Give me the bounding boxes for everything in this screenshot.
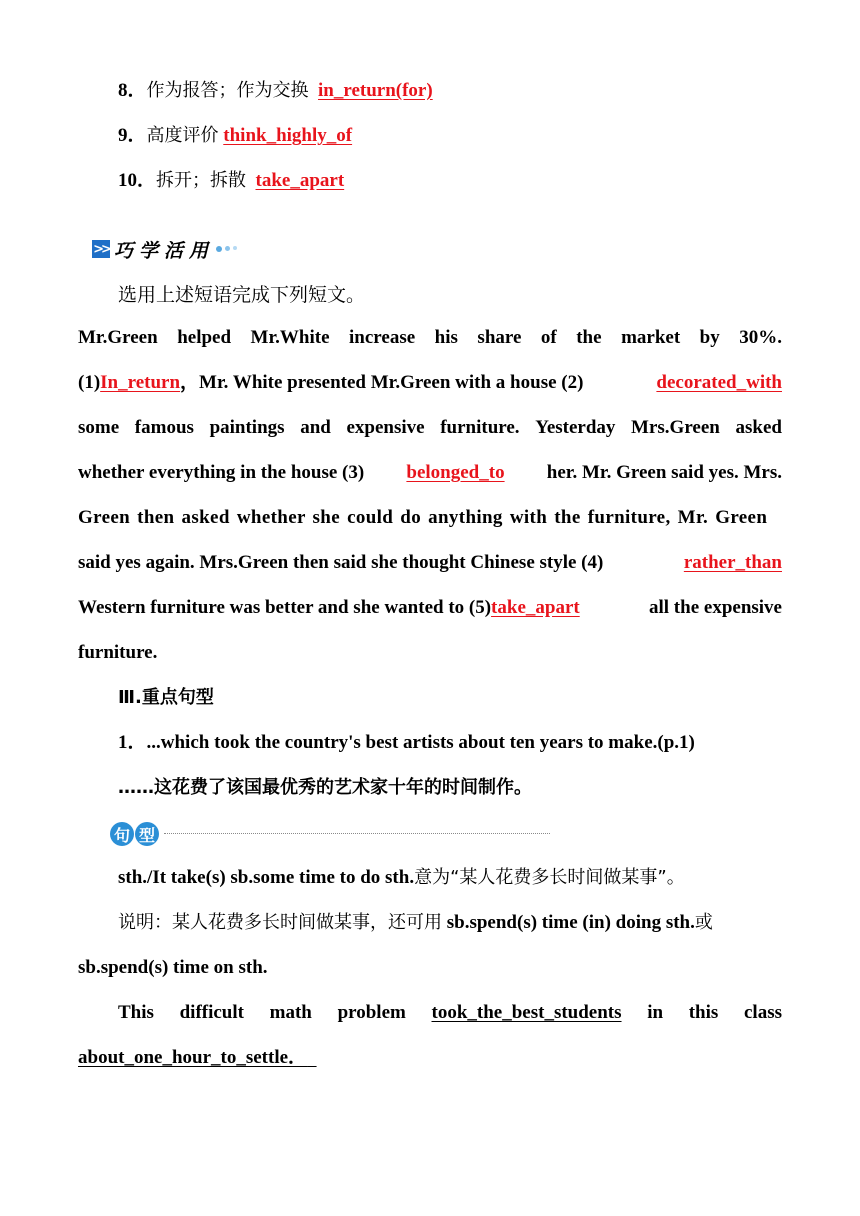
passage-word: some xyxy=(78,417,120,438)
passage-segment: Western furniture was better and she wanted to (5)take_apart xyxy=(78,597,580,618)
passage-line-4 xyxy=(78,461,782,485)
vocab-number: 8． xyxy=(118,80,147,101)
passage-segment: (1)In_return，Mr. White presented Mr.Green with a house (2) xyxy=(78,372,584,393)
answer-5: take_apart xyxy=(491,597,580,618)
vocab-answer: think_highly_of xyxy=(223,125,353,146)
passage-line-8: furniture. xyxy=(78,642,158,663)
passage-word: Mr.Green xyxy=(78,327,158,348)
passage-word: and xyxy=(300,417,331,438)
passage-segment: said yes again. Mrs.Green then said she thought Chinese style (4) xyxy=(78,552,604,573)
example-line-2 xyxy=(78,1046,317,1070)
dotted-divider xyxy=(164,833,550,834)
vocab-answer: take_apart xyxy=(255,170,345,191)
pattern-english: sth./It take(s) sb.some time to do sth. xyxy=(118,867,415,888)
passage-segment: all the expensive xyxy=(649,597,782,618)
badge-char: 句 xyxy=(110,822,134,846)
vocab-chinese: 作为报答；作为交换 xyxy=(146,80,309,101)
passage-line-2 xyxy=(78,371,782,395)
example-answer-1: took_the_best_students xyxy=(431,1002,622,1023)
passage-word: his xyxy=(434,327,458,348)
passage-word: the xyxy=(576,327,602,348)
key-sentence-1-translation: ……这花费了该国最优秀的艺术家十年的时间制作。 xyxy=(118,777,532,798)
note-chinese: 说明：某人花费多长时间做某事，还可用 xyxy=(118,912,442,933)
note-english: sb.spend(s) time (in) doing sth. xyxy=(442,912,695,933)
vocab-number: 9． xyxy=(118,125,147,146)
pattern-line xyxy=(118,866,685,890)
example-word: This xyxy=(118,1002,154,1023)
passage-word: market xyxy=(621,327,681,348)
section-title: 巧学活用 xyxy=(114,239,215,262)
passage-word: increase xyxy=(349,327,416,348)
key-sentence-1 xyxy=(118,731,695,755)
section-heading xyxy=(92,236,237,262)
passage-word: expensive xyxy=(346,417,425,438)
badge-char: 型 xyxy=(135,822,159,846)
note-line-1 xyxy=(118,911,713,935)
passage-word: helped xyxy=(177,327,232,348)
passage-word: 30%. xyxy=(739,327,782,348)
sentence-number: 1． xyxy=(118,732,147,753)
vocab-number: 10． xyxy=(118,170,157,191)
passage-word: Yesterday xyxy=(535,417,616,438)
passage-line-6 xyxy=(78,551,782,575)
vocab-chinese: 拆开；拆散 xyxy=(156,170,247,191)
section-3-title: Ⅲ.重点句型 xyxy=(118,687,214,708)
answer-3: belonged_to xyxy=(406,462,505,483)
sentence-pattern-badge xyxy=(110,822,160,846)
example-word: in xyxy=(647,1002,664,1023)
passage-segment: her. Mr. Green said yes. Mrs. xyxy=(546,462,782,483)
passage-segment: whether everything in the house (3) xyxy=(78,462,365,483)
answer-1: In_return xyxy=(100,372,181,393)
passage-word: famous xyxy=(134,417,194,438)
passage-word: by xyxy=(699,327,720,348)
vocab-item-9 xyxy=(118,124,352,148)
passage-word: furniture. xyxy=(440,417,520,438)
passage-line-3 xyxy=(78,416,782,440)
example-word: this xyxy=(688,1002,719,1023)
passage-word: share xyxy=(477,327,522,348)
passage-word: Mrs.Green xyxy=(631,417,720,438)
sentence-text: ...which took the country's best artists about ten years to make.(p.1) xyxy=(146,732,695,753)
vocab-chinese: 高度评价 xyxy=(146,125,219,146)
passage-word: asked xyxy=(735,417,782,438)
passage-word: of xyxy=(540,327,557,348)
dots-decoration-icon xyxy=(216,246,237,252)
passage-word: Mr.White xyxy=(250,327,330,348)
example-line-1 xyxy=(118,1001,782,1025)
example-answer-2: about_one_hour_to_settle． xyxy=(78,1047,308,1068)
note-line-2: sb.spend(s) time on sth. xyxy=(78,957,268,978)
answer-2: decorated_with xyxy=(656,372,782,393)
answer-4: rather_than xyxy=(683,552,782,573)
vocab-item-10 xyxy=(118,169,344,193)
vocab-item-8 xyxy=(118,79,433,103)
example-word: math xyxy=(269,1002,312,1023)
passage-line-1 xyxy=(78,326,782,350)
example-word: class xyxy=(743,1002,782,1023)
example-word: difficult xyxy=(179,1002,244,1023)
passage-line-5: Green then asked whether she could do anything with the furniture, Mr. Green xyxy=(78,507,768,528)
passage-line-7 xyxy=(78,596,782,620)
passage-word: paintings xyxy=(209,417,285,438)
example-word: problem xyxy=(337,1002,406,1023)
instruction: 选用上述短语完成下列短文。 xyxy=(118,284,366,306)
vocab-answer: in_return(for) xyxy=(318,80,433,101)
double-chevron-icon: >> xyxy=(93,241,109,257)
note-chinese: 或 xyxy=(694,912,713,933)
pattern-chinese: 意为“某人花费多长时间做某事”。 xyxy=(414,867,685,888)
